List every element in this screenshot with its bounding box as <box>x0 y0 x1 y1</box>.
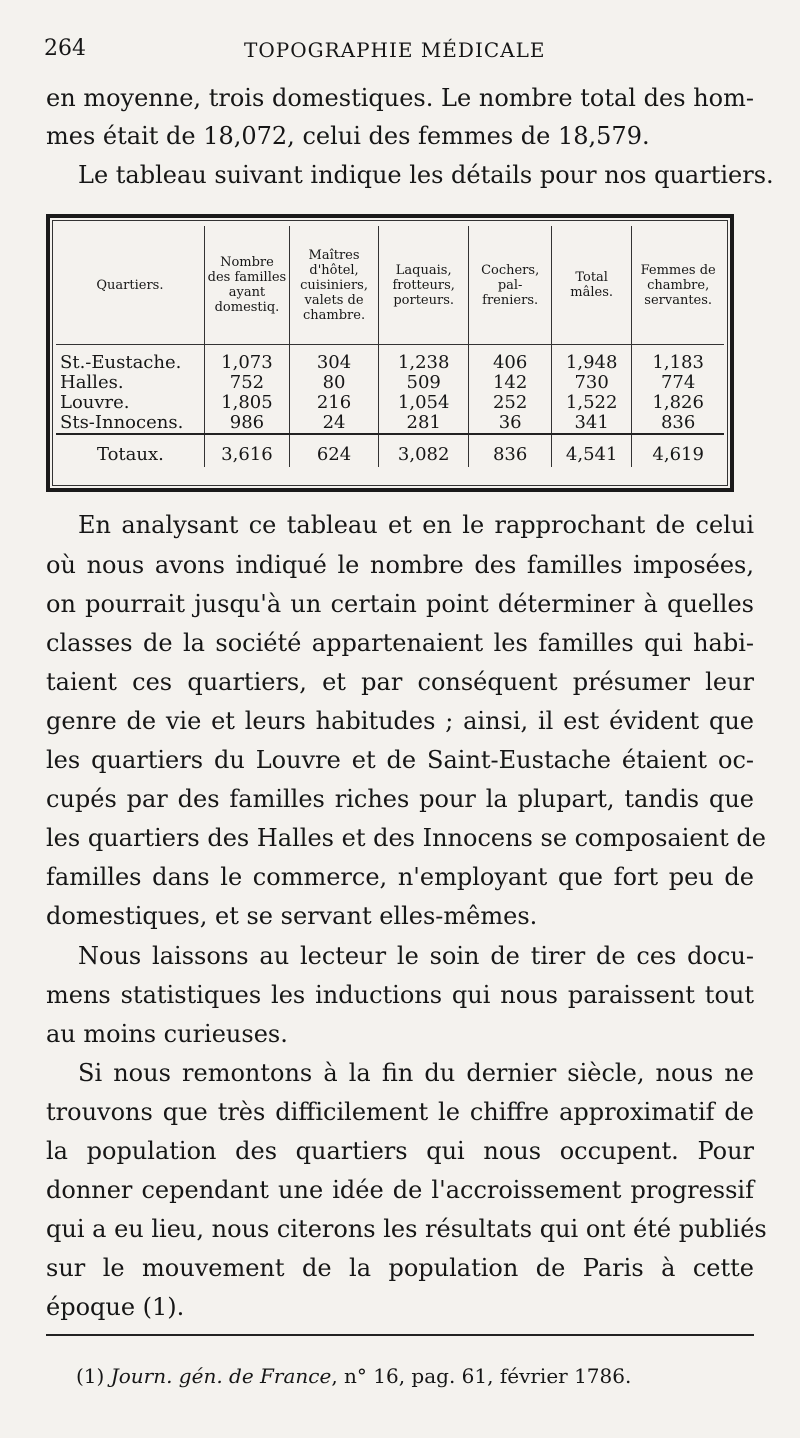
text-line: qui a eu lieu, nous citerons les résultats qui ont été publiés <box>46 1215 767 1243</box>
table-header-row <box>56 226 724 345</box>
table-cell: 509 <box>379 373 469 393</box>
text-line: trouvons que très difficilement le chiffre approximatif de <box>46 1098 754 1126</box>
table-cell: St.-Eustache. <box>60 352 182 373</box>
text-line: donner cependant une idée de l'accroissement progressif <box>46 1176 754 1204</box>
table-cell: 281 <box>379 413 469 434</box>
table-cell: 3,082 <box>379 434 469 467</box>
totals-row <box>56 434 724 467</box>
running-head <box>44 36 744 66</box>
table-cell: 406 <box>469 345 552 374</box>
table-cell: 36 <box>469 413 552 434</box>
table-cell: Louvre. <box>60 392 130 413</box>
table-cell: 1,238 <box>379 345 469 374</box>
text-line: genre de vie et leurs habitudes ; ainsi, il est évident que <box>46 707 754 735</box>
table-cell: 4,541 <box>551 434 631 467</box>
text-line: au moins curieuses. <box>46 1020 288 1048</box>
footnote-source: Journ. gén. de France <box>110 1364 332 1388</box>
footnote-divider <box>46 1334 754 1336</box>
text-line: Si nous remontons à la fin du dernier siècle, nous ne <box>78 1059 754 1087</box>
statistics-table-frame <box>46 214 734 492</box>
table-cell: 4,619 <box>632 434 724 467</box>
text-line: époque (1). <box>46 1293 185 1321</box>
table-cell: 1,054 <box>379 393 469 413</box>
text-line: sur le mouvement de la population de Paris à cette <box>46 1254 754 1282</box>
text-line: classes de la société appartenaient les familles qui habi- <box>46 629 754 657</box>
table-cell: 80 <box>290 373 379 393</box>
table-cell: 730 <box>551 373 631 393</box>
table-cell: 1,522 <box>551 393 631 413</box>
text-line: familles dans le commerce, n'employant que fort peu de <box>46 863 754 891</box>
table-cell: 252 <box>469 393 552 413</box>
domestics-table <box>56 226 724 467</box>
text-line: la population des quartiers qui nous occupent. Pour <box>46 1137 754 1165</box>
table-cell: 24 <box>290 413 379 434</box>
table-cell: 3,616 <box>204 434 289 467</box>
text-line: Nous laissons au lecteur le soin de tirer de ces docu- <box>78 942 754 970</box>
table-row <box>56 413 724 434</box>
running-title: TOPOGRAPHIE MÉDICALE <box>244 38 546 62</box>
text-line: les quartiers du Louvre et de Saint-Eustache étaient oc- <box>46 746 754 774</box>
table-cell: 1,805 <box>204 393 289 413</box>
table-cell: Totaux. <box>56 434 204 467</box>
table-cell: 1,073 <box>204 345 289 374</box>
table-row <box>56 345 724 374</box>
table-cell: 142 <box>469 373 552 393</box>
text-line: en moyenne, trois domestiques. Le nombre total des hom- <box>46 84 754 112</box>
table-row <box>56 373 724 393</box>
footnote-detail: , n° 16, pag. 61, février 1786. <box>331 1364 632 1388</box>
column-header: Femmes de chambre, servantes. <box>632 226 724 345</box>
text-line: taient ces quartiers, et par conséquent présumer leur <box>46 668 754 696</box>
table-cell: 341 <box>551 413 631 434</box>
table-cell: 752 <box>204 373 289 393</box>
footnote-marker: (1) <box>76 1364 105 1388</box>
table-cell: 1,948 <box>551 345 631 374</box>
text-line: mens statistiques les inductions qui nous paraissent tout <box>46 981 754 1009</box>
table-cell: 836 <box>469 434 552 467</box>
table-cell: Sts-Innocens. <box>60 412 184 433</box>
table-cell: 624 <box>290 434 379 467</box>
footnote <box>76 1363 631 1389</box>
text-line: où nous avons indiqué le nombre des familles imposées, <box>46 551 754 579</box>
text-line: on pourrait jusqu'à un certain point déterminer à quelles <box>46 590 754 618</box>
column-header: Cochers, pal-freniers. <box>469 226 552 345</box>
text-line: cupés par des familles riches pour la plupart, tandis que <box>46 785 754 813</box>
table-cell: 216 <box>290 393 379 413</box>
column-header: Quartiers. <box>56 226 204 345</box>
text-line: En analysant ce tableau et en le rapprochant de celui <box>78 511 754 539</box>
column-header: Total mâles. <box>551 226 631 345</box>
text-line: Le tableau suivant indique les détails pour nos quartiers. <box>78 161 774 189</box>
table-cell: 304 <box>290 345 379 374</box>
text-line: domestiques, et se servant elles-mêmes. <box>46 902 538 930</box>
table-cell: Halles. <box>60 372 124 393</box>
table-cell: 1,826 <box>632 393 724 413</box>
text-line: les quartiers des Halles et des Innocens se composaient de <box>46 824 766 852</box>
column-header: Nombre des familles ayant domestiq. <box>204 226 289 345</box>
column-header: Laquais, frotteurs, porteurs. <box>379 226 469 345</box>
table-cell: 774 <box>632 373 724 393</box>
table-cell: 1,183 <box>632 345 724 374</box>
text-line: mes était de 18,072, celui des femmes de 18,579. <box>46 122 650 150</box>
table-cell: 836 <box>632 413 724 434</box>
page-number: 264 <box>44 36 86 61</box>
table-cell: 986 <box>204 413 289 434</box>
column-header: Maîtres d'hôtel, cuisiniers, valets de chambre. <box>290 226 379 345</box>
table-row <box>56 393 724 413</box>
